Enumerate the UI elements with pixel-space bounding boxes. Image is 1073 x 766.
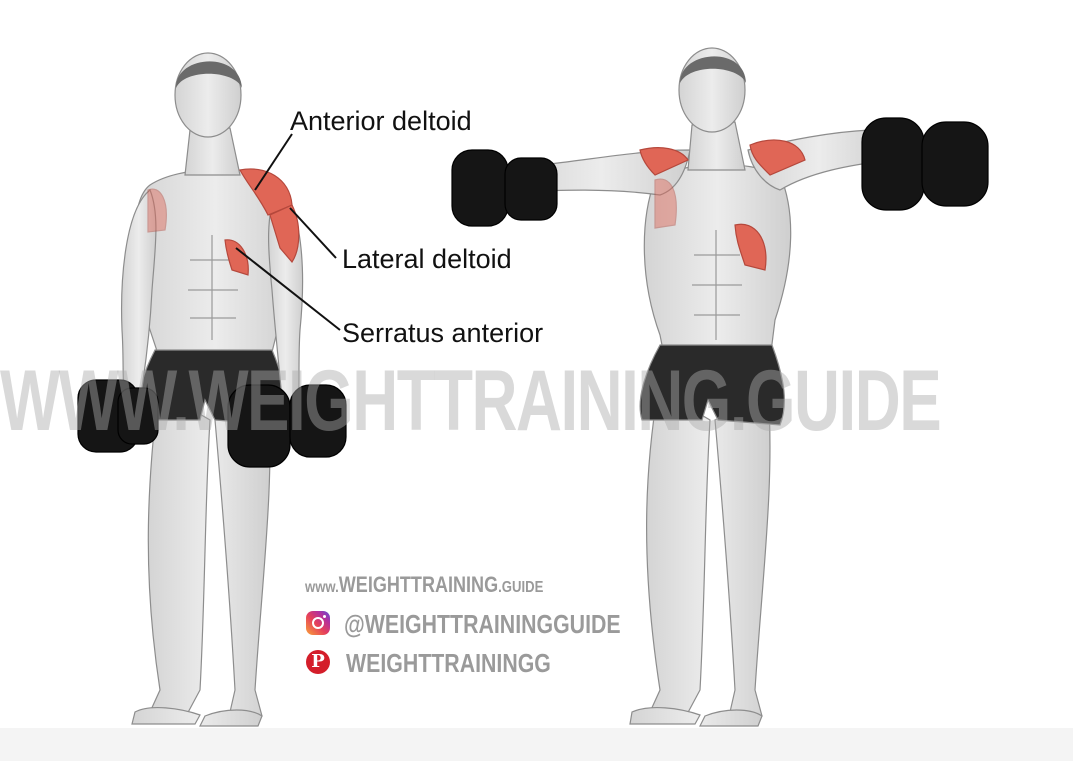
credit-website-prefix: www.	[305, 579, 339, 596]
right-figure-legs	[647, 390, 770, 722]
left-figure-feet	[132, 708, 262, 726]
credit-website-main: WEIGHTTRAINING	[338, 572, 499, 597]
credit-website-suffix: .GUIDE	[498, 579, 544, 596]
right-figure-shorts	[640, 345, 784, 425]
pinterest-icon[interactable]: P	[306, 650, 330, 674]
label-anterior-deltoid: Anterior deltoid	[290, 106, 472, 136]
watermark-text: WWW.WEIGHTTRAINING.GUIDE	[0, 353, 941, 449]
label-serratus-anterior: Serratus anterior	[342, 318, 544, 348]
label-lateral-deltoid: Lateral deltoid	[342, 244, 512, 274]
right-figure-feet	[630, 708, 762, 726]
credit-instagram[interactable]: @WEIGHTTRAININGGUIDE	[344, 609, 621, 639]
footer-strip	[0, 728, 1073, 761]
instagram-icon[interactable]	[306, 611, 330, 635]
credit-website[interactable]	[305, 572, 543, 598]
credit-pinterest[interactable]: WEIGHTTRAININGG	[346, 648, 551, 678]
